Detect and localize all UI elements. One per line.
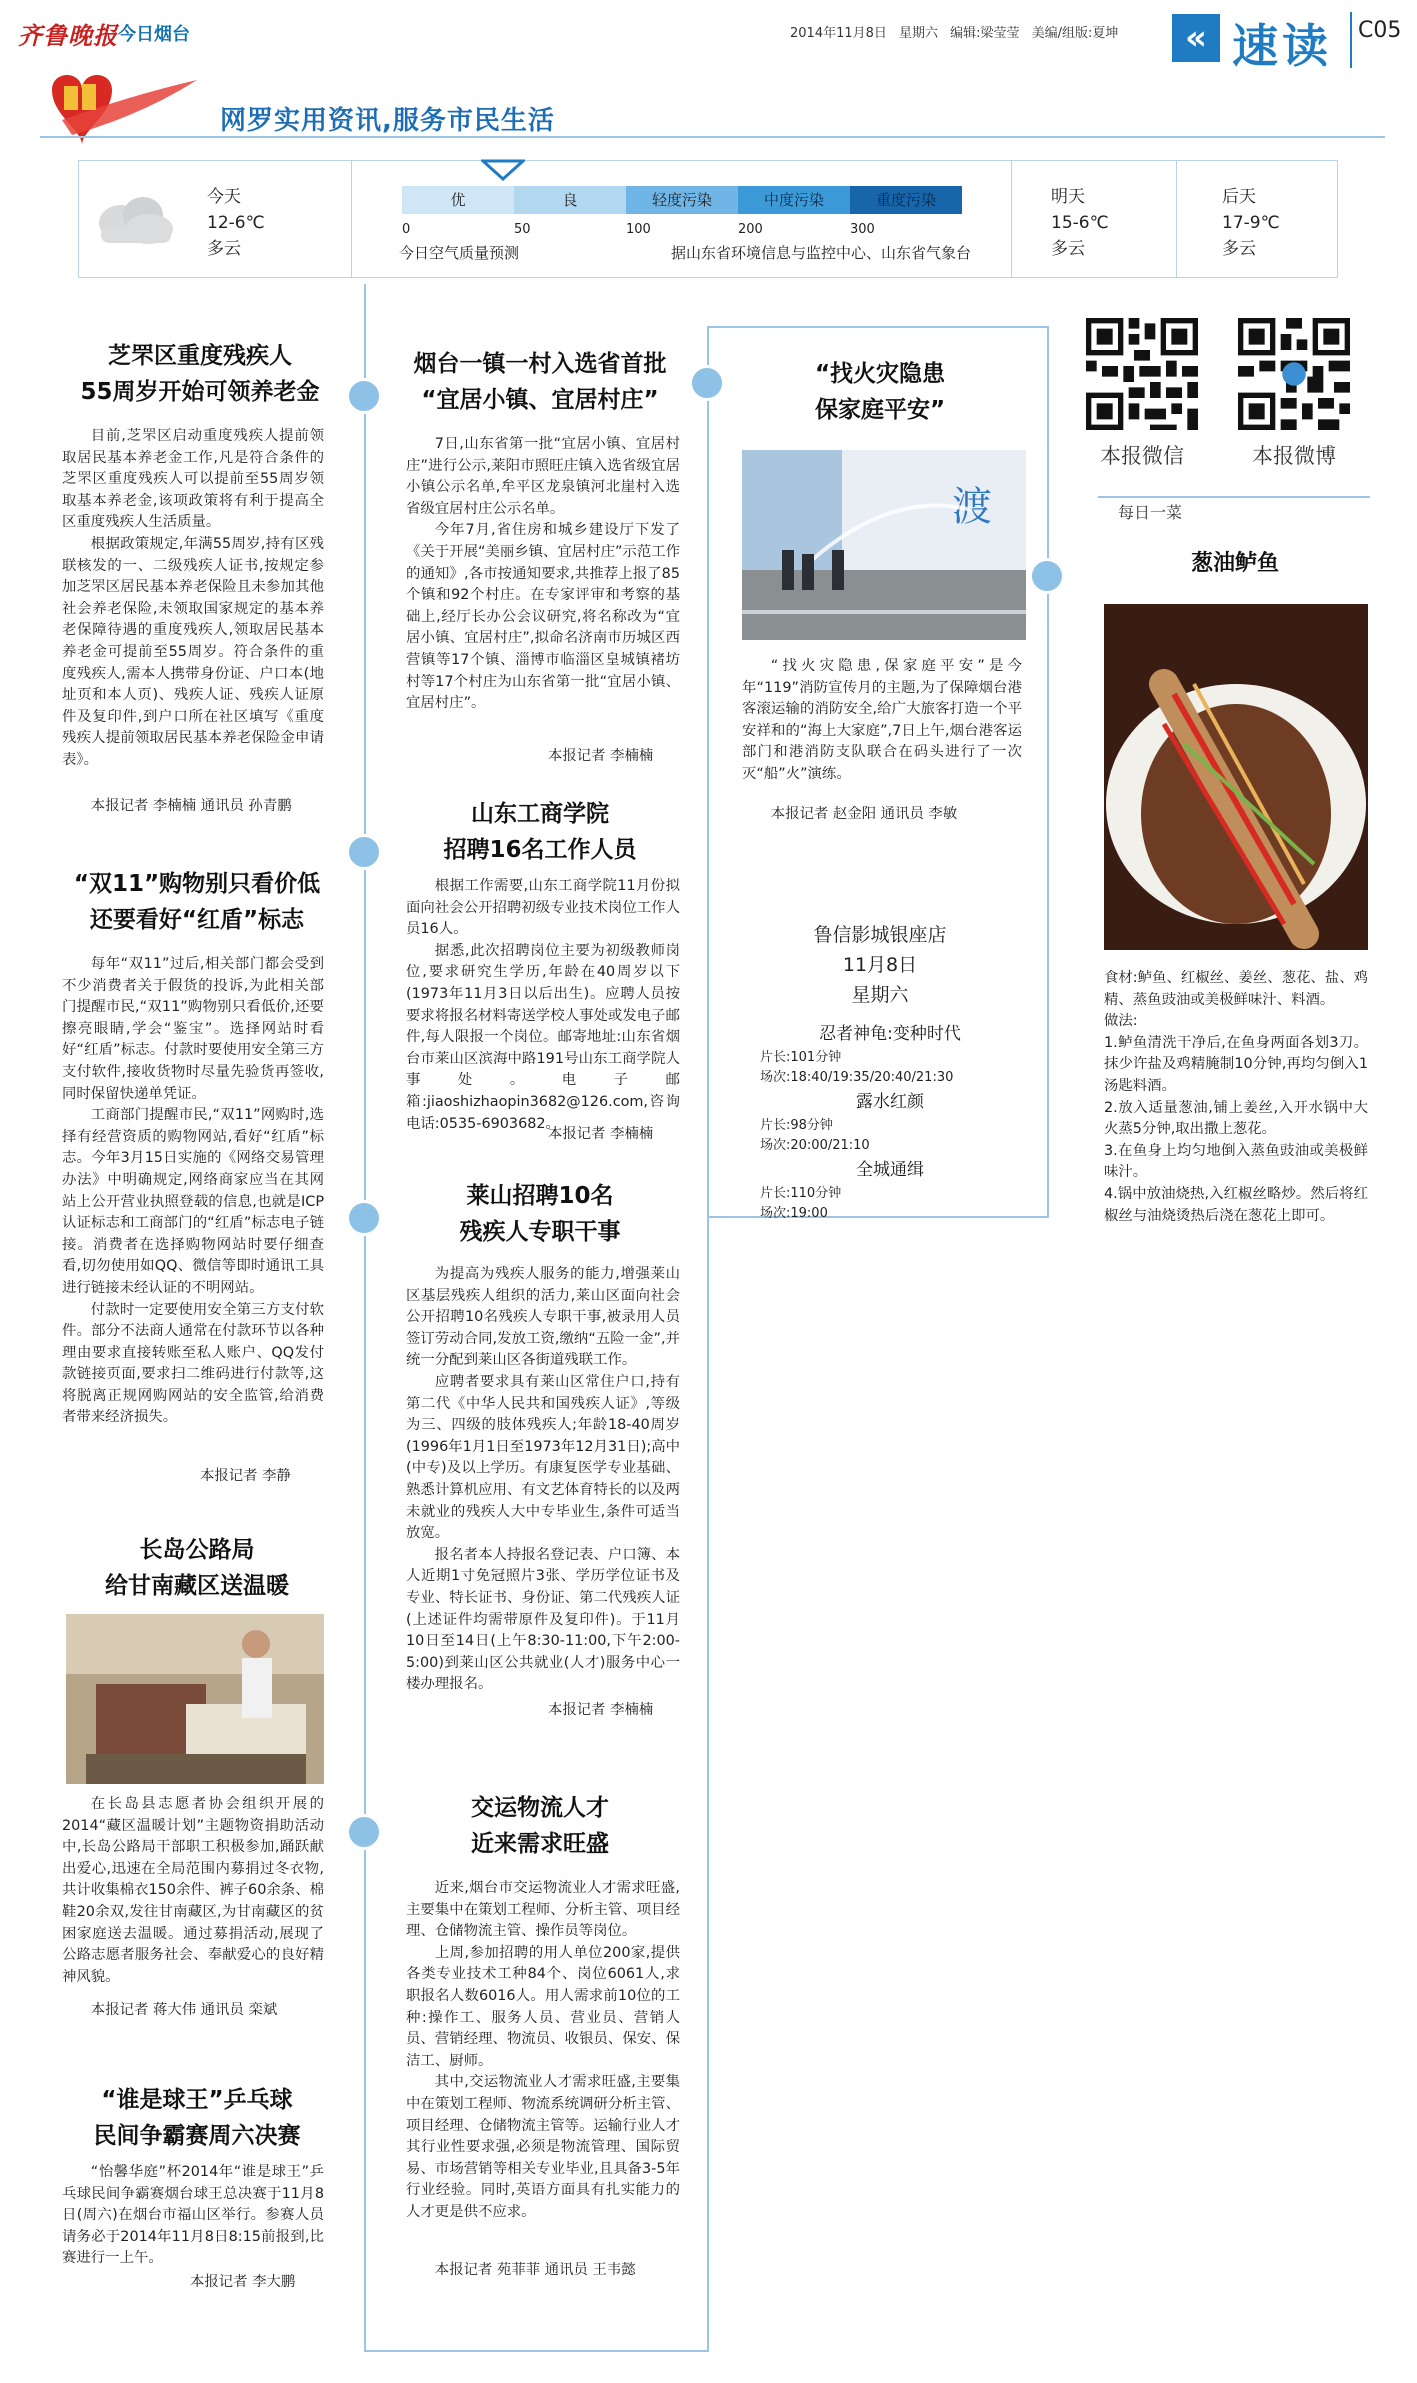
film-title: 露水红颜 <box>856 1092 924 1112</box>
aq-tick-label: 200 <box>738 222 763 237</box>
weather-bar <box>78 160 1338 278</box>
newspaper-logo: 齐鲁晚报 <box>18 21 118 50</box>
chevron-left-icon: « <box>1172 14 1220 62</box>
fire-drill-photo <box>742 450 1026 640</box>
article-headline: “谁是球王”乒乓球 民间争霸赛周六决赛 <box>93 2087 301 2149</box>
recipe-tag-bar <box>1098 496 1370 524</box>
aq-level-segment: 中度污染 <box>738 186 850 214</box>
aq-pointer-icon <box>481 159 525 181</box>
timeline-dot <box>346 834 382 870</box>
article-headline: 交运物流人才 近来需求旺盛 <box>471 1795 609 1857</box>
film-title: 全城通缉 <box>856 1160 924 1180</box>
wechat-qr-icon[interactable] <box>1086 318 1198 430</box>
film-showtimes: 场次:18:40/19:35/20:40/21:30 <box>760 1070 954 1085</box>
film-list <box>760 1020 1020 1224</box>
fish-dish-photo <box>1104 604 1368 950</box>
article-body: 目前,芝罘区启动重度残疾人提前领取居民基本养老金工作,凡是符合条件的芝罘区重度残疾人可以提前至55周岁领取基本养老金,该项政策将有利于提高全区重度残疾人生活质量。 根据政策规定,年满55周岁,持有区残联核发的一、二级残疾人证书,按规定参加芝罘区居民基本养老保险且未参加其他社会养老保险,未领取国家规定的基本养老保障待遇的重度残疾人,领取居民基本养老金可提前至55周岁。符合条件的重度残疾人,需本人携带身份证、户口本(地址页和本人页)、残疾人证、残疾人证原件及复印件,到户口所在社区填写《重度残疾人提前领取居民基本养老保险金申请表》。 <box>62 428 324 768</box>
heart-logo-icon <box>22 60 202 160</box>
article-byline: 本报记者 蒋大伟 通讯员 栾斌 <box>90 2002 278 2018</box>
aq-level-segment: 轻度污染 <box>626 186 738 214</box>
aq-tick-label: 50 <box>514 222 531 237</box>
article-byline: 本报记者 苑菲菲 通讯员 王韦懿 <box>434 2262 636 2278</box>
qr-caption: 本报微博 <box>1252 444 1336 468</box>
film-title: 忍者神龟:变种时代 <box>819 1024 961 1044</box>
aq-tick-label: 0 <box>402 222 411 237</box>
article-byline: 本报记者 李楠楠 <box>548 1702 654 1718</box>
aq-level-segment: 重度污染 <box>850 186 962 214</box>
recipe-tag: 每日一菜 <box>1118 503 1183 522</box>
weather-tomorrow <box>1011 161 1177 277</box>
today-sky: 多云 <box>207 239 241 259</box>
column-rule <box>1047 326 1049 1218</box>
header-divider <box>1350 12 1352 68</box>
article-body: 根据工作需要,山东工商学院11月份拟面向社会公开招聘初级专业技术岗位工作人员16人。 据悉,此次招聘岗位主要为初级教师岗位,要求研究生学历,年龄在40周岁以下(1973年11月3日以后出生)。应聘人员按要求将报名材料寄送学校人事处或发电子邮件,每人限报一个岗位。邮寄地址:山东省烟台市莱山区滨海中路191号山东工商学院人事处。电子邮箱:jiaoshizhaopin3682@126.com,咨询电话:0535-6903682。 <box>406 878 680 1132</box>
timeline-dot <box>346 378 382 414</box>
after-temp: 17-9℃ <box>1222 213 1280 233</box>
today-temp: 12-6℃ <box>207 213 265 233</box>
timeline-dot <box>346 1200 382 1236</box>
weather-today <box>79 161 352 277</box>
article-headline: 莱山招聘10名 残疾人专职干事 <box>459 1183 621 1245</box>
page-number: C05 <box>1358 18 1402 43</box>
after-label: 后天 <box>1222 187 1256 207</box>
column-rule <box>364 284 366 2352</box>
aq-tick-label: 300 <box>850 222 875 237</box>
article-body: 在长岛县志愿者协会组织开展的2014“藏区温暖计划”主题物资捐助活动中,长岛公路局干部职工积极参加,踊跃献出爱心,迅速在全局范围内募捐过冬衣物,共计收集棉衣150余件、裤子60余条、棉鞋20余双,发往甘南藏区,为甘南藏区的贫困家庭送去温暖。通过募捐活动,展现了公路志愿者服务社会、奉献爱心的良好精神风貌。 <box>62 1796 324 1985</box>
article-byline: 本报记者 李静 <box>200 1468 291 1484</box>
film-showtimes: 场次:20:00/21:10 <box>760 1138 870 1153</box>
cinema-listing <box>740 920 1020 1010</box>
film-length: 片长:101分钟 <box>760 1050 842 1065</box>
weather-after <box>1176 161 1337 277</box>
issue-meta: 2014年11月8日 星期六 编辑:梁莹莹 美编/组版:夏坤 <box>790 26 1119 41</box>
weibo-qr-icon[interactable] <box>1238 318 1350 430</box>
article-byline: 本报记者 李楠楠 <box>548 1126 654 1142</box>
volunteer-photo <box>66 1614 324 1784</box>
article-body: “怡馨华庭”杯2014年“谁是球王”乒乓球民间争霸赛烟台球王总决赛于11月8日(周六)在烟台市福山区举行。参赛人员请务必于2014年11月8日8:15前报到,比赛进行一上午。 <box>62 2164 324 2267</box>
aq-caption: 今日空气质量预测 <box>399 244 520 262</box>
article-byline: 本报记者 李大鹏 <box>190 2274 296 2290</box>
article-headline: 芝罘区重度残疾人 55周岁开始可领养老金 <box>80 343 320 405</box>
cinema-weekday: 星期六 <box>851 984 909 1006</box>
article-headline: 长岛公路局 给甘南藏区送温暖 <box>105 1537 289 1599</box>
aq-level-segment: 良 <box>514 186 626 214</box>
aq-source: 据山东省环境信息与监控中心、山东省气象台 <box>671 244 972 262</box>
tomorrow-temp: 15-6℃ <box>1051 213 1109 233</box>
article-body: “找火灾隐患,保家庭平安”是今年“119”消防宣传月的主题,为了保障烟台港客滚运输的消防安全,给广大旅客打造一个平安祥和的“海上大家庭”,7日上午,烟台港客运部门和港消防支队联合在码头进行了一次灭“船”火”演练。 <box>742 658 1022 782</box>
article-body: 近来,烟台市交运物流业人才需求旺盛,主要集中在策划工程师、分析主管、项目经理、仓储物流主管、操作员等岗位。 上周,参加招聘的用人单位200家,提供各类专业技术工种84个、岗位6061人,求职报名人数6016人。用人需求前10位的工种:操作工、服务人员、营业员、营销人员、营销经理、物流员、收银员、保安、保洁工、厨师。 其中,交运物流业人才需求旺盛,主要集中在策划工程师、物流系统调研分析主管、项目经理、仓储物流主管等。运输行业人才其行业性要求强,必须是物流管理、国际贸易、市场营销等相关专业毕业,且具备3-5年行业经验。同时,英语方面具有扎实能力的人才更是供不应求。 <box>406 1880 680 2220</box>
article-byline: 本报记者 李楠楠 通讯员 孙青鹏 <box>90 798 292 814</box>
tomorrow-sky: 多云 <box>1051 239 1085 259</box>
column-rule <box>364 2350 709 2352</box>
cinema-date: 11月8日 <box>842 954 918 976</box>
timeline-dot <box>1029 558 1065 594</box>
article-headline: “双11”购物别只看价低 还要看好“红盾”标志 <box>73 871 321 933</box>
article-body: 为提高为残疾人服务的能力,增强莱山区基层残疾人组织的活力,莱山区面向社会公开招聘10名残疾人专职干事,被录用人员签订劳动合同,发放工资,缴纳“五险一金”,并统一分配到莱山区各街道残联工作。 应聘者要求具有莱山区常住户口,持有第二代《中华人民共和国残疾人证》,等级为三、四级的肢体残疾人;年龄18-40周岁(1996年1月1日至1973年12月31日);高中(中专)及以上学历。有康复医学专业基础、熟悉计算机应用、有文艺体育特长的以及两未就业的残疾人大中专毕业生,条件可适当放宽。 报名者本人持报名登记表、户口簿、本人近期1寸免冠照片3张、学历学位证书及专业、特长证书、身份证、第二代残疾人证(上述证件均需带原件及复印件)。于11月10日至14日(上午8:30-11:00,下午2:00-5:00)到莱山区公共就业(人才)服务中心一楼办理报名。 <box>406 1266 680 1693</box>
recipe-body: 食材:鲈鱼、红椒丝、姜丝、葱花、盐、鸡精、蒸鱼豉油或美极鲜味汁、料酒。 做法: 1.鲈鱼清洗干净后,在鱼身两面各划3刀。抹少许盐及鸡精腌制10分钟,再均匀倒入1汤匙料酒。 2.放入适量葱油,铺上姜丝,入开水锅中大火蒸5分钟,取出撒上葱花。 3.在鱼身上均匀地倒入蒸鱼豉油或美极鲜味汁。 4.锅中放油烧热,入红椒丝略炒。然后将红椒丝与油烧烫热后浇在葱花上即可。 <box>1104 970 1368 1224</box>
recipe-title: 葱油鲈鱼 <box>1190 551 1279 576</box>
svg-text:渡: 渡 <box>952 484 992 530</box>
timeline-dot <box>689 365 725 401</box>
header-rule <box>40 136 1385 138</box>
cinema-name: 鲁信影城银座店 <box>813 924 947 946</box>
today-label: 今天 <box>207 187 241 207</box>
tomorrow-label: 明天 <box>1051 187 1085 207</box>
film-length: 片长:110分钟 <box>760 1186 842 1201</box>
column-rule <box>707 326 1047 328</box>
air-quality-panel <box>351 161 1012 277</box>
film-length: 片长:98分钟 <box>760 1118 833 1133</box>
article-headline: “找火灾隐患 保家庭平安” <box>814 361 946 423</box>
article-headline: 山东工商学院 招聘16名工作人员 <box>443 801 637 863</box>
column-rule <box>707 326 709 2352</box>
article-byline: 本报记者 李楠楠 <box>548 748 654 764</box>
aq-tick-label: 100 <box>626 222 651 237</box>
film-showtimes: 场次:19:00 <box>760 1206 828 1221</box>
article-byline: 本报记者 赵金阳 通讯员 李敏 <box>770 806 958 822</box>
article-body: 7日,山东省第一批“宜居小镇、宜居村庄”进行公示,莱阳市照旺庄镇入选省级宜居小镇公示名单,牟平区龙泉镇河北崖村入选省级宜居村庄公示名单。 今年7月,省住房和城乡建设厅下发了《关于开展“美丽乡镇、宜居村庄”示范工作的通知》,各市按通知要求,共推荐上报了85个镇和92个村庄。在专家评审和考察的基础上,经厅长办公会议研究,将名称改为“宜居小镇、宜居村庄”,拟命名济南市历城区西营镇等17个镇、淄博市临淄区皇城镇褚坊村等17个村庄为山东省第一批“宜居小镇、宜居村庄”。 <box>406 436 680 712</box>
article-headline: 烟台一镇一村入选省首批 “宜居小镇、宜居村庄” <box>413 351 667 413</box>
aq-level-segment: 优 <box>402 186 514 214</box>
slogan: 网罗实用资讯,服务市民生活 <box>220 106 555 136</box>
timeline-dot <box>346 1814 382 1850</box>
cloud-icon <box>91 191 177 245</box>
after-sky: 多云 <box>1222 239 1256 259</box>
qr-caption: 本报微信 <box>1100 444 1184 468</box>
page-title: 速读 <box>1232 19 1332 73</box>
section-name: 今日烟台 <box>118 24 190 45</box>
article-body: 每年“双11”过后,相关部门都会受到不少消费者关于假货的投诉,为此相关部门提醒市民,“双11”购物别只看低价,还要擦亮眼睛,学会“鉴宝”。选择网站时看好“红盾”标志。付款时要使用安全第三方支付软件,接收货物时尽量先验货再签收,同时保留快递单凭证。 工商部门提醒市民,“双11”网购时,选择有经营资质的购物网站,看好“红盾”标志。今年3月15日实施的《网络交易管理办法》中明确规定,网络商家应当在其网站上公开营业执照登载的信息,也就是ICP认证标志和工商部门的“红盾”标志电子链接。消费者在选择购物网站时要仔细查看,切勿使用如QQ、微信等即时通讯工具进行链接未经认证的不明网站。 付款时一定要使用安全第三方支付软件。部分不法商人通常在付款环节以各种理由要求直接转账至私人账户、QQ发付款链接页面,要求扫二维码进行付款等,这将脱离正规网购网站的安全监管,给消费者带来经济损失。 <box>62 956 324 1426</box>
